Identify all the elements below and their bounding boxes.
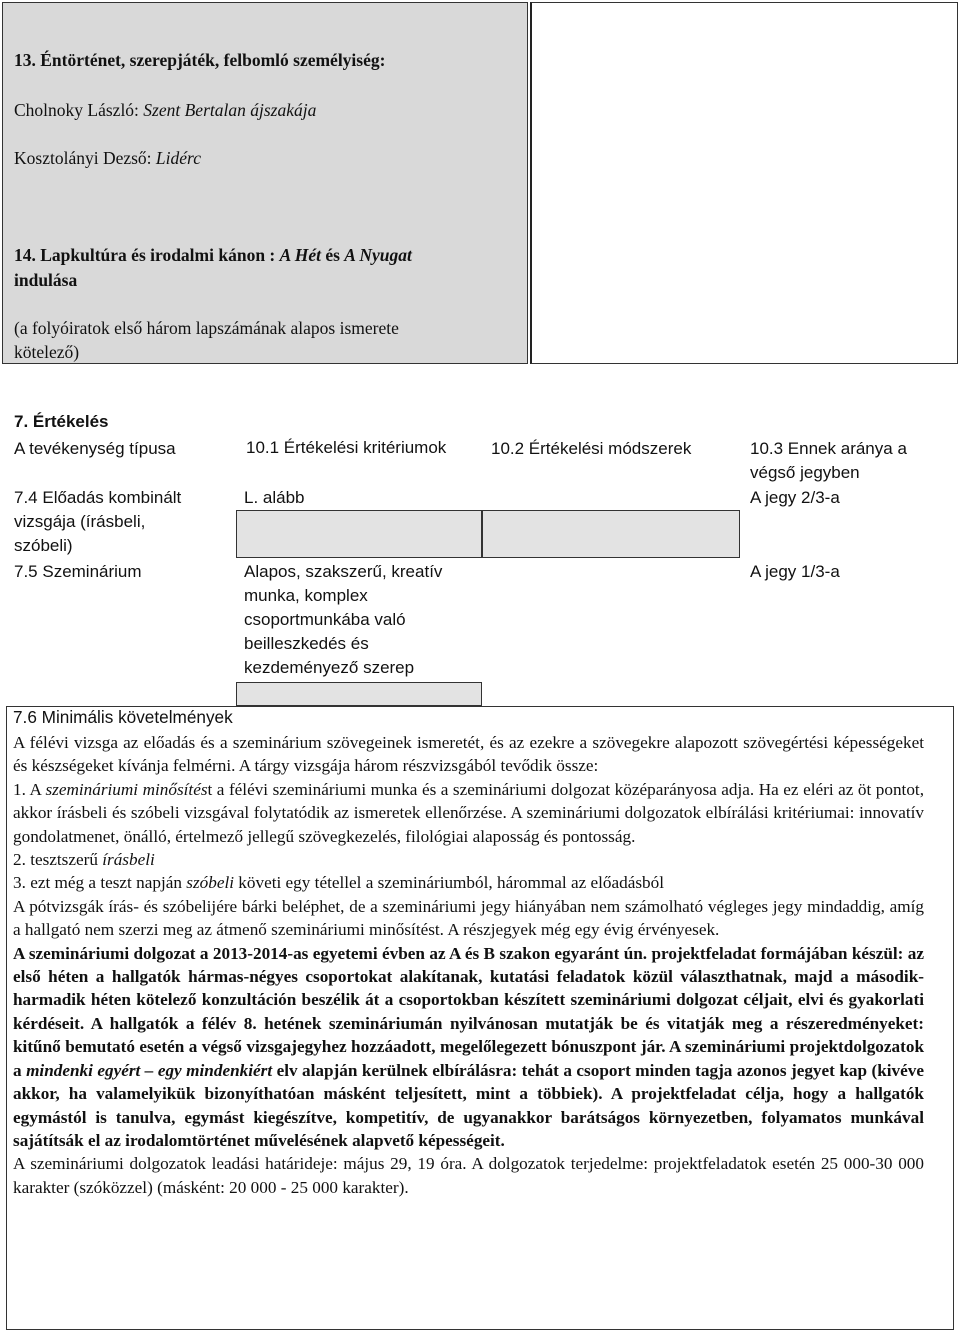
emphasis: mindenki egyért – egy mindenkiért: [26, 1060, 273, 1080]
paragraph: A félévi vizsga az előadás és a szeminárium szövegeinek ismeretét, és az ezekre a szövegekre alapozott szövegértési képességeket és készségeket kívánja felmérni. A tárgy vizsgája három részvizsgából tevődik össze:: [13, 733, 924, 776]
paragraph: [13, 871, 924, 894]
journal-name: A Nyugat: [344, 245, 412, 265]
work-title: Szent Bertalan ájszakája: [143, 100, 317, 120]
row2-activity: 7.5 Szeminárium: [14, 562, 142, 581]
row2-criteria: Alapos, szakszerű, kreatív: [244, 562, 443, 581]
row1-criteria: L. alább: [244, 488, 305, 507]
emphasis: szemináriumi minősítés: [45, 779, 208, 799]
text: A szemináriumi dolgozat a 2013-2014-as egyetemi évben az A és B szakon egyaránt ún. projektfeladat formájában készül: az első héten a hallgatók hármas-négyes csoportokat alakítanak, kutatási feladatok közül választhatnak, majd a második-harmadik héten kötelező konzultáción beszélik át a csoportokban készített szemináriumi dolgozat céljait, elvi és gyakorlati kérdéseit. A hallgatók a félév 8. hetének szemináriumán nyilvánosan mutatják be és vitatják meg a részeredményeket: kitűnő bemutató esetén a végső vizsgajegyhez hozzáadott, megelőlegezett bónuszpont jár. A szemináriumi projektdolgozatok a: [13, 943, 924, 1080]
empty-cell: [236, 682, 482, 706]
paragraph: A pótvizsgák írás- és szóbelijére bárki beléphet, de a szemináriumi jegy hiányában nem számolható végleges jegy mindaddig, amíg a hallgató nem szerzi meg az átmenő szemináriumi minősítést. A részjegyek még egy évig érvényesek.: [13, 896, 924, 940]
paragraph: [13, 778, 924, 848]
row2-criteria-cont: kezdeményező szerep: [244, 658, 415, 677]
item13-title: 13. Éntörténet, szerepjáték, felbomló személyiség:: [14, 50, 386, 70]
empty-cell: [236, 510, 482, 558]
row2-criteria-cont: munka, komplex: [244, 586, 368, 605]
evaluation-heading: 7. Értékelés: [14, 412, 109, 431]
item14-title: [14, 245, 412, 266]
row1-share: A jegy 2/3-a: [750, 488, 840, 507]
item14-note-cont: kötelező): [14, 342, 80, 362]
paragraph: A szemináriumi dolgozatok leadási határideje: május 29, 19 óra. A dolgozatok terjedelme: projektfeladatok esetén 25 000-30 000 karakter (szóközzel) (másként: 20 000 - 25 000 karakter).: [13, 1154, 924, 1197]
requirements-heading: 7.6 Minimális követelmények: [13, 707, 233, 727]
row1-activity-cont: szóbeli): [14, 536, 73, 555]
paragraph: [13, 848, 924, 871]
text: t a félévi szemináriumi munka és a szemináriumi dolgozat középarányosa adja. Ha ez eléri az öt pontot, akkor írásbeli és szóbeli vizsgával folytatódik az ismeretek ellenőrzése. A szemináriumi dolgozatok elbírálási kritériumai: innovatív gondolatmenet, önálló, értelmező jellegű szövegkezelés, filológiai alaposság és pontosság.: [13, 779, 924, 846]
empty-cell: [482, 510, 740, 558]
item14-note: (a folyóiratok első három lapszámának alapos ismerete: [14, 318, 399, 338]
col-share-cont: végső jegyben: [750, 463, 860, 482]
col-activity: A tevékenység típusa: [14, 439, 176, 458]
row2-criteria-cont: beilleszkedés és: [244, 634, 369, 653]
item14-title-cont: indulása: [14, 270, 78, 290]
journal-name: A Hét: [279, 245, 321, 265]
item13-work1: [14, 100, 316, 121]
work-title: Lidérc: [155, 148, 201, 168]
item13-work2: [14, 148, 201, 169]
row1-activity-cont: vizsgája (írásbeli,: [14, 512, 146, 531]
item14-title-part: és: [320, 245, 345, 265]
text: 2. tesztszerű: [13, 850, 103, 870]
text: 1. A: [13, 779, 46, 799]
text: követi egy tétellel a szemináriumból, hárommal az előadásból: [234, 873, 665, 893]
text: elv alapján kerülnek elbírálásra: tehát a csoport minden tagja azonos jegyet kap (kivéve akkor, ha valamelyikük bizonyíthatóan másként teljesített, mint a többiek). A projektfeladat célja, hogy a hallgatók egymástól is tanulva, egymást kiegészítve, kompetitív, de ugyanakkor barátságos környezetben, folyamatos munkával sajátítsák el az irodalomtörténet művelésének alapvető képességeit.: [13, 1060, 924, 1150]
col-share: 10.3 Ennek aránya a: [750, 439, 907, 458]
paragraph: [13, 942, 924, 1153]
item14-title-part: 14. Lapkultúra és irodalmi kánon :: [14, 245, 280, 265]
text: 3. ezt még a teszt napján: [13, 873, 187, 893]
author: Cholnoky László:: [14, 100, 144, 120]
author: Kosztolányi Dezső:: [14, 148, 156, 168]
row2-criteria-cont: csoportmunkába való: [244, 610, 406, 629]
row1-activity: 7.4 Előadás kombinált: [14, 488, 182, 507]
requirements-text: [13, 731, 924, 1199]
emphasis: írásbeli: [102, 850, 155, 870]
col-criteria-clip: [246, 438, 480, 460]
col-methods: 10.2 Értékelési módszerek: [491, 439, 692, 458]
empty-cell: [530, 2, 958, 364]
row2-share: A jegy 1/3-a: [750, 562, 840, 581]
col-criteria: 10.1 Értékelési kritériumok: [246, 438, 447, 457]
emphasis: szóbeli: [186, 873, 234, 893]
